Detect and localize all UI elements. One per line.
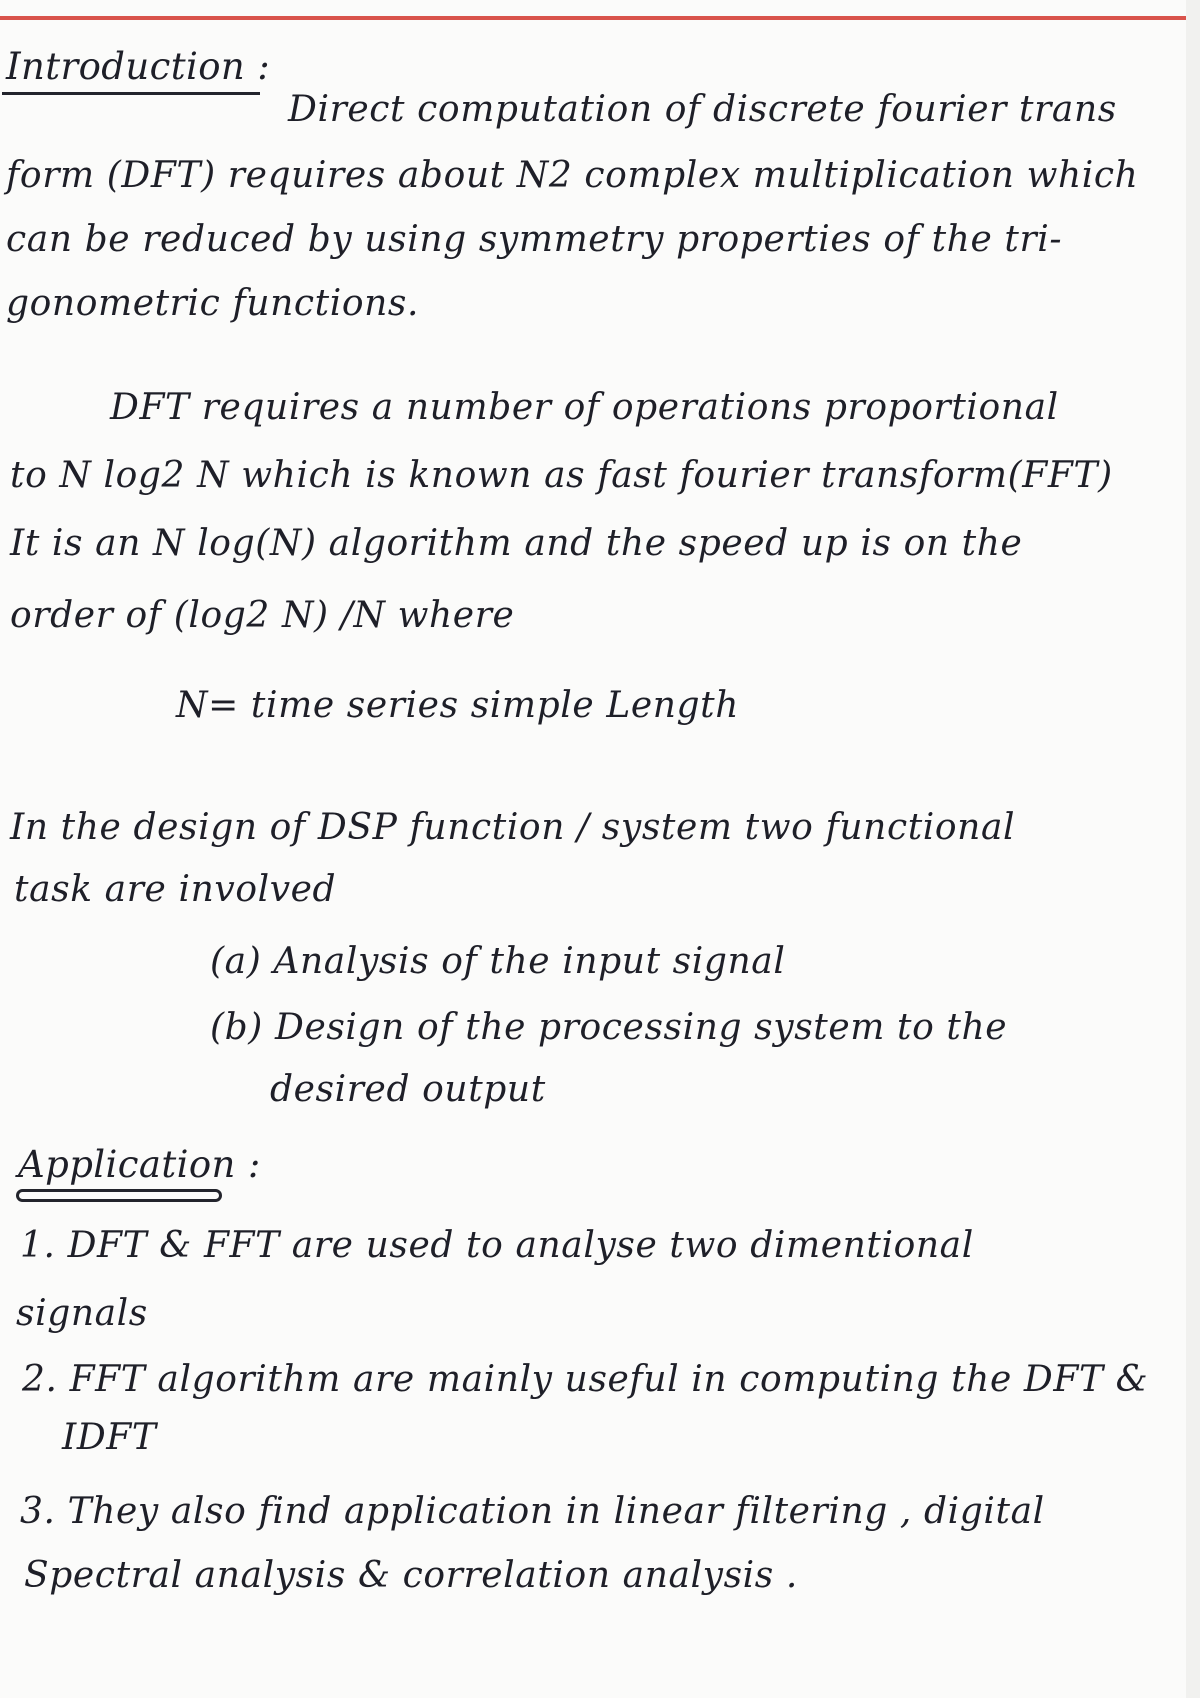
intro-line-3: can be reduced by using symmetry properties of the tri- xyxy=(6,219,1063,260)
dft-line-1: DFT requires a number of operations proportional xyxy=(110,387,1059,428)
application-item-2-line-1: 2. FFT algorithm are mainly useful in computing the DFT & xyxy=(22,1359,1149,1400)
intro-line-4: gonometric functions. xyxy=(6,283,420,324)
task-b-line-2: desired output xyxy=(270,1069,546,1110)
intro-line-2: form (DFT) requires about N2 complex multiplication which xyxy=(6,155,1139,196)
definition-line: N= time series simple Length xyxy=(176,685,740,726)
dft-line-4: order of (log2 N) /N where xyxy=(10,595,515,636)
application-item-1-line-1: 1. DFT & FFT are used to analyse two dimentional xyxy=(20,1225,974,1266)
page-right-margin xyxy=(1186,0,1200,1698)
application-item-1-line-2: signals xyxy=(16,1293,148,1334)
task-a: (a) Analysis of the input signal xyxy=(210,941,786,982)
page-top-rule xyxy=(0,16,1200,20)
application-item-3-line-2: Spectral analysis & correlation analysis . xyxy=(24,1555,798,1596)
application-item-3-line-1: 3. They also find application in linear filtering , digital xyxy=(20,1491,1045,1532)
introduction-heading: Introduction : xyxy=(6,45,271,88)
application-heading: Application : xyxy=(18,1143,261,1186)
task-b-line-1: (b) Design of the processing system to the xyxy=(210,1007,1008,1048)
intro-line-1: Direct computation of discrete fourier trans xyxy=(288,89,1117,130)
dft-line-2: to N log2 N which is known as fast fourier transform(FFT) xyxy=(10,455,1113,496)
application-heading-underline xyxy=(16,1189,222,1202)
application-item-2-line-2: IDFT xyxy=(62,1417,157,1458)
dft-line-3: It is an N log(N) algorithm and the speed up is on the xyxy=(10,523,1023,564)
introduction-heading-underline xyxy=(2,92,260,95)
design-line-1: In the design of DSP function / system two functional xyxy=(10,807,1016,848)
design-line-2: task are involved xyxy=(14,869,337,910)
